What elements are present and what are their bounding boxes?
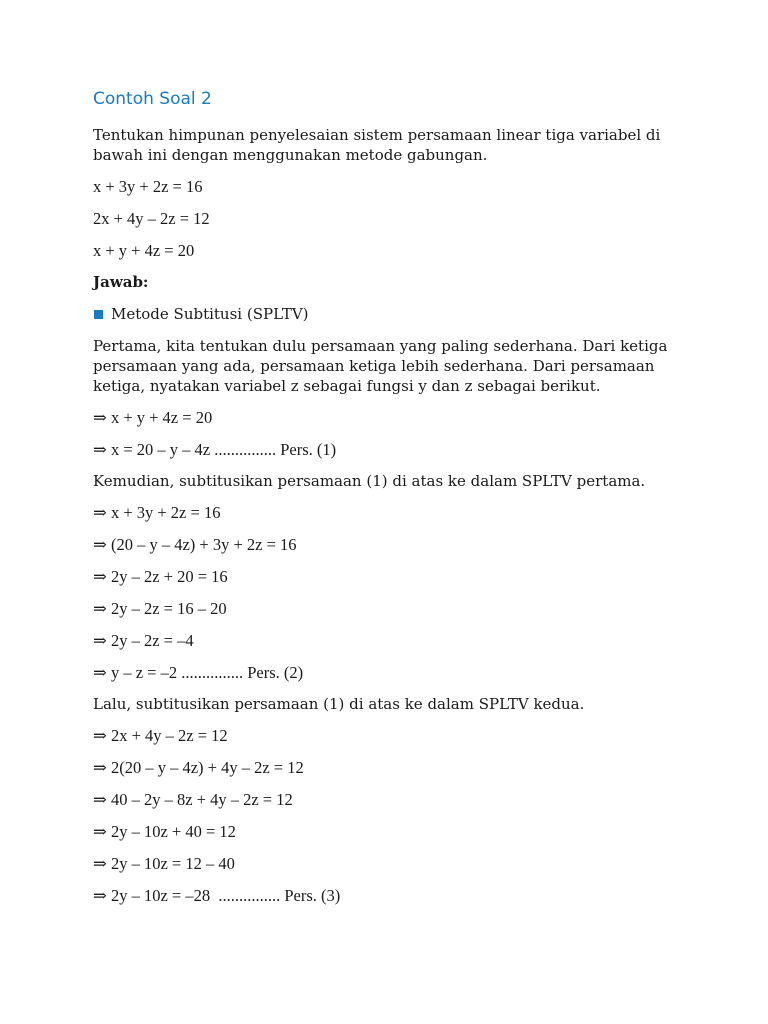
system-equation-1: x + 3y + 2z = 16 xyxy=(93,177,203,196)
method-heading xyxy=(93,304,693,325)
step3-line: ⇒ 2y – 10z + 40 = 12 xyxy=(93,822,236,841)
step2-line: ⇒ (20 – y – 4z) + 3y + 2z = 16 xyxy=(93,535,297,554)
method-label: Metode Subtitusi (SPLTV) xyxy=(111,305,309,323)
system-equation-2: 2x + 4y – 2z = 12 xyxy=(93,209,210,228)
step3-line: ⇒ 2y – 10z = –28 ............... Pers. (3) xyxy=(93,886,341,905)
intro-text: Pertama, kita tentukan dulu persamaan yang paling sederhana. Dari ketiga persamaan yang ada, persamaan ketiga lebih sederhana. Dari persamaan ketiga, nyatakan variabel z sebagai fungsi y dan z sebagai berikut. xyxy=(93,337,668,395)
step2-line: ⇒ y – z = –2 ............... Pers. (2) xyxy=(93,663,304,682)
answer-label: Jawab: xyxy=(93,273,149,291)
square-bullet-icon xyxy=(94,310,103,319)
step2-line: ⇒ x + 3y + 2z = 16 xyxy=(93,503,221,522)
document-page xyxy=(93,86,693,917)
step2-line: ⇒ 2y – 2z + 20 = 16 xyxy=(93,567,228,586)
step1-line: ⇒ x = 20 – y – 4z ............... Pers. (1) xyxy=(93,440,337,459)
step1-line: ⇒ x + y + 4z = 20 xyxy=(93,408,213,427)
substitution-1-text: Kemudian, subtitusikan persamaan (1) di atas ke dalam SPLTV pertama. xyxy=(93,472,646,490)
step2-line: ⇒ 2y – 2z = 16 – 20 xyxy=(93,599,227,618)
substitution-2-text: Lalu, subtitusikan persamaan (1) di atas ke dalam SPLTV kedua. xyxy=(93,695,585,713)
system-equation-3: x + y + 4z = 20 xyxy=(93,241,195,260)
step3-line: ⇒ 40 – 2y – 8z + 4y – 2z = 12 xyxy=(93,790,293,809)
step3-line: ⇒ 2y – 10z = 12 – 40 xyxy=(93,854,235,873)
page-title: Contoh Soal 2 xyxy=(93,89,212,109)
step2-line: ⇒ 2y – 2z = –4 xyxy=(93,631,194,650)
step3-line: ⇒ 2x + 4y – 2z = 12 xyxy=(93,726,228,745)
step3-line: ⇒ 2(20 – y – 4z) + 4y – 2z = 12 xyxy=(93,758,304,777)
question-text: Tentukan himpunan penyelesaian sistem persamaan linear tiga variabel di bawah ini dengan menggunakan metode gabungan. xyxy=(93,126,661,164)
